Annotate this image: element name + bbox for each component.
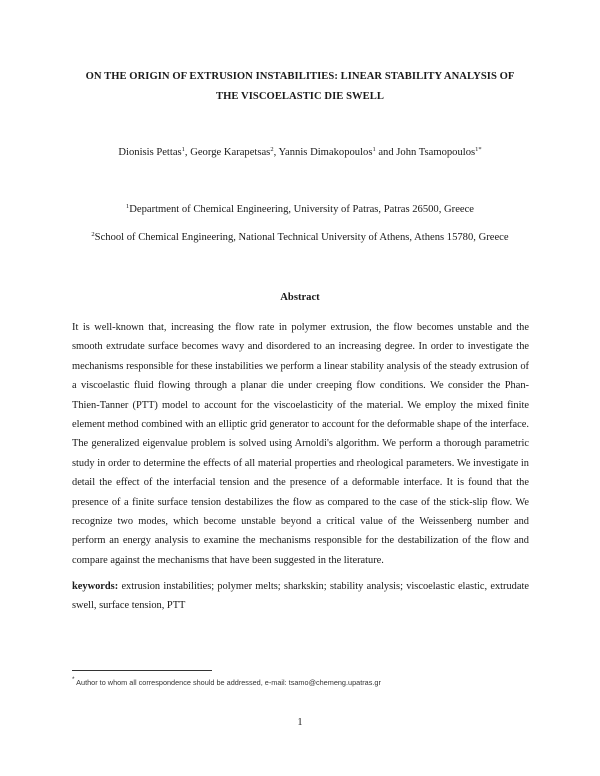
affiliation-mark: 1 <box>125 203 130 210</box>
abstract-heading: Abstract <box>280 292 320 303</box>
affiliation-1 <box>40 202 560 218</box>
author-affiliation-mark: 1 <box>181 146 185 153</box>
keywords-label: keywords: <box>72 581 119 592</box>
keywords <box>72 577 529 616</box>
author-name: Dionisis Pettas <box>118 147 182 158</box>
paper-title <box>60 67 540 107</box>
abstract-body: It is well-known that, increasing the flow rate in polymer extrusion, the flow becomes unstable and the smooth extrudate surface becomes wavy and disordered to an increasing degree. In order to investigate the mechanisms responsible for these instabilities we perform a linear stability analysis of the steady extrusion of a viscoelastic fluid flowing through a planar die under creeping flow conditions. We consider the Phan-Thien-Tanner (PTT) model to account for the viscoelasticity of the material. We employ the mixed finite element method combined with an elliptic grid generator to account for the deformable shape of the interface. The generalized eigenvalue problem is solved using Arnoldi's algorithm. We perform a thorough parametric study in order to determine the effects of all material properties and rheological parameters. We investigate in detail the effect of the interfacial tension and the presence of a deformable interface. It is found that the presence of a finite surface tension destabilizes the flow as compared to the case of the stick-slip flow. We recognize two modes, which become unstable beyond a critical value of the Weissenberg number and perform an energy analysis to examine the mechanisms responsible for the destabilization of the flow and compare against the mechanisms that have been suggested in the literature. <box>72 322 529 566</box>
author-separator: , <box>273 147 279 158</box>
author-affiliation-mark: 2 <box>270 146 274 153</box>
title-line-1: ON THE ORIGIN OF EXTRUSION INSTABILITIES: LINEAR STABILITY ANALYSIS OF <box>85 71 515 82</box>
author-affiliation-mark: 1* <box>475 146 482 153</box>
keywords-text: extrusion instabilities; polymer melts; sharkskin; stability analysis; viscoelastic elastic, extrudate swell, surface tension, PTT <box>72 581 529 612</box>
footnote <box>72 678 532 688</box>
author-name: Yannis Dimakopoulos <box>278 147 373 158</box>
page-number: 1 <box>297 717 303 728</box>
author-list <box>60 145 540 161</box>
author-separator: , <box>184 147 191 158</box>
footnote-text: Author to whom all correspondence should be addressed, e-mail: tsamo@chemeng.upatras.gr <box>76 678 381 687</box>
author-affiliation-mark: 1 <box>372 146 376 153</box>
author-separator: and <box>375 147 397 158</box>
footnote-divider <box>72 670 212 671</box>
footnote-mark: * <box>72 676 75 683</box>
title-line-2: THE VISCOELASTIC DIE SWELL <box>215 91 385 102</box>
affiliation-mark: 2 <box>91 231 95 238</box>
affiliation-text: Department of Chemical Engineering, University of Patras, Patras 26500, Greece <box>129 204 475 215</box>
author-name: John Tsamopoulos <box>396 147 476 158</box>
affiliation-2 <box>40 230 560 246</box>
author-name: George Karapetsas <box>190 147 271 158</box>
affiliation-text: School of Chemical Engineering, National Technical University of Athens, Athens 15780, Greece <box>94 232 509 243</box>
